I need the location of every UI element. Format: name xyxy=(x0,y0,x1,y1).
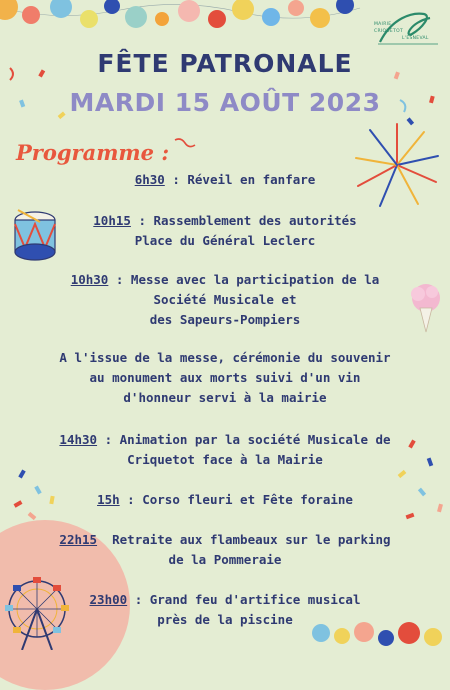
pompom-decoration xyxy=(334,628,350,644)
pompom-decoration xyxy=(155,12,169,26)
logo-mark-icon xyxy=(372,8,442,48)
event-text: Criquetot face à la Mairie xyxy=(127,452,323,467)
mairie-logo xyxy=(372,8,442,48)
event-date: MARDI 15 AOÛT 2023 xyxy=(69,88,381,117)
pompom-decoration xyxy=(378,630,394,646)
event-item xyxy=(0,430,450,470)
event-text: d'honneur servi à la mairie xyxy=(123,390,327,405)
event-item xyxy=(0,270,450,330)
event-item xyxy=(0,170,450,190)
event-text: des Sapeurs-Pompiers xyxy=(149,312,301,327)
event-time: 23h00 xyxy=(89,592,128,607)
event-text: Société Musicale et xyxy=(153,292,297,307)
event-time: 10h15 xyxy=(93,213,131,228)
event-time: 10h30 xyxy=(70,272,109,287)
event-text: Retraite aux flambeaux sur le parking xyxy=(97,532,391,547)
event-text: : Corso fleuri et Fête foraine xyxy=(119,492,353,507)
pompom-decoration xyxy=(80,10,98,28)
pompom-decoration xyxy=(288,0,304,16)
event-time: 22h15 xyxy=(59,532,98,547)
page-title: FÊTE PATRONALE xyxy=(97,49,353,78)
event-text: près de la piscine xyxy=(157,612,293,627)
logo-line1: MAIRIE xyxy=(374,22,392,27)
event-time: 14h30 xyxy=(59,432,98,447)
event-item xyxy=(0,590,450,630)
event-text: : Grand feu d'artifice musical xyxy=(127,592,361,607)
logo-line3: L'ESNEVAL xyxy=(402,36,429,41)
event-text: : Messe avec la participation de la xyxy=(108,272,380,287)
event-text: Place du Général Leclerc xyxy=(134,233,316,248)
event-item xyxy=(0,530,450,570)
event-item xyxy=(0,348,450,408)
pompom-decoration xyxy=(262,8,280,26)
event-text: : Rassemblement des autorités xyxy=(130,213,357,228)
pompom-decoration xyxy=(424,628,442,646)
event-text: A l'issue de la messe, cérémonie du souvenir xyxy=(59,350,391,365)
event-text: de la Pommeraie xyxy=(168,552,282,567)
event-text: : Réveil en fanfare xyxy=(164,172,316,187)
pompom-decoration xyxy=(178,0,200,22)
pompom-decoration xyxy=(22,6,40,24)
programme-heading: Programme : xyxy=(16,140,170,165)
pompom-decoration xyxy=(310,8,330,28)
event-item xyxy=(0,490,450,510)
event-text: : Animation par la société Musicale de xyxy=(97,432,391,447)
pompom-decoration xyxy=(125,6,147,28)
logo-line2: CRIQUETOT xyxy=(374,29,404,34)
event-time: 6h30 xyxy=(134,172,165,187)
firework-icon xyxy=(352,120,442,210)
event-item xyxy=(0,211,450,251)
event-time: 15h xyxy=(97,492,120,507)
pompom-decoration xyxy=(208,10,226,28)
event-text: au monument aux morts suivi d'un vin xyxy=(89,370,361,385)
